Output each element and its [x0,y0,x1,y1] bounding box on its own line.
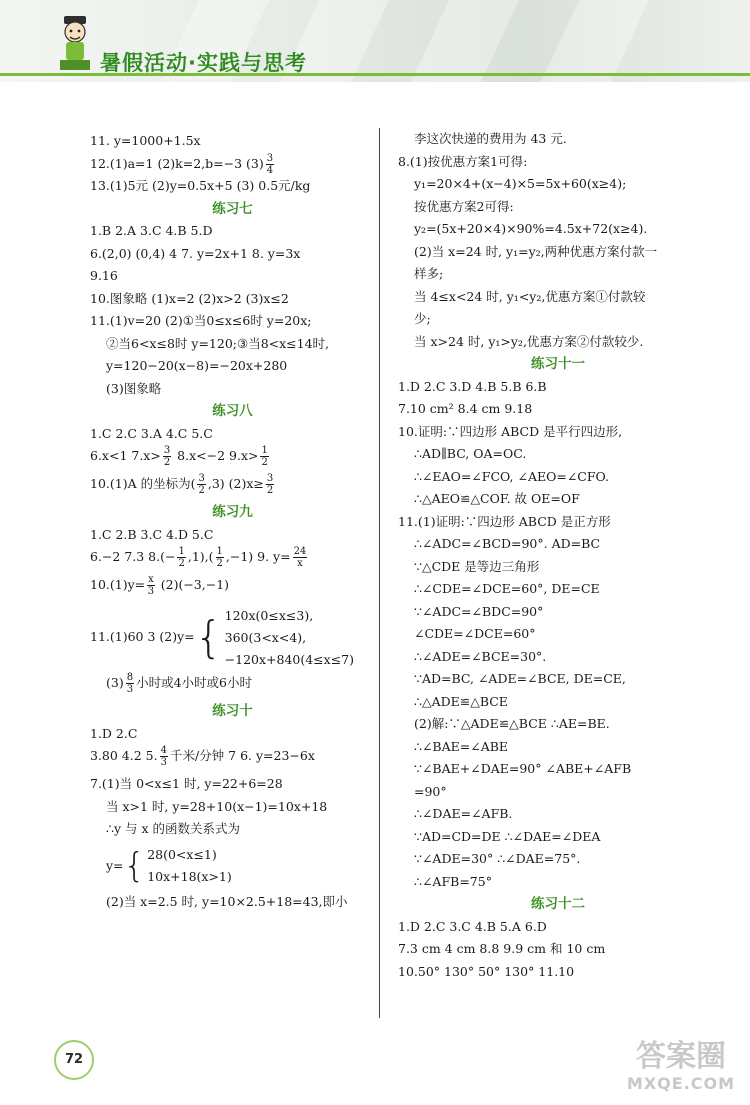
fraction [197,473,205,496]
answer-line [90,546,375,574]
piecewise-cases [225,605,354,671]
fraction [177,546,185,569]
denominator: 4 [266,164,274,176]
fraction [293,546,308,569]
watermark-text: 答案圈 [636,1039,726,1074]
answer-line: 样多; [414,266,444,281]
answer-line: 1.D 2.C 3.D 4.B 5.B 6.B [398,378,547,394]
answer-line: y=120−20(x−8)=−20x+280 [106,358,288,373]
answer-text: 10.(1)y= [90,577,146,592]
case-line: 10x+18(x>1) [147,869,232,884]
numerator: 8 [126,672,134,683]
answer-text: 6.x<1 7.x> [90,448,161,463]
header-decoration [411,0,519,82]
fraction [266,153,274,176]
answer-text: 12.(1)a=1 (2)k=2,b=−3 (3) [90,155,264,171]
answer-line: (2)当 x=2.5 时, y=10×2.5+18=43,即小 [106,893,348,909]
right-column [398,128,718,983]
numerator: 3 [266,473,274,484]
answer-line: =90° [414,783,447,799]
answer-line: 11.(1)v=20 (2)①当0≤x≤6时 y=20x; [90,313,312,328]
answer-line: ∠CDE=∠DCE=60° [414,626,536,641]
answer-line: ∴△AEO≌△COF. 故 OE=OF [414,491,580,506]
answer-line: 7.(1)当 0<x≤1 时, y=22+6=28 [90,776,283,791]
answer-line: ∴AD∥BC, OA=OC. [414,446,527,461]
page-number: 72 [54,1040,94,1080]
section-heading: 练习十 [212,703,253,719]
answer-line: 1.C 2.B 3.C 4.D 5.C [90,526,214,542]
answer-text: (2)(−3,−1) [156,577,230,592]
case-line: −120x+840(4≤x≤7) [224,651,355,667]
page-header-banner [0,0,750,82]
answer-line: 当 x>1 时, y=28+10(x−1)=10x+18 [106,798,328,814]
answer-line [90,445,375,473]
answer-line: 少; [414,311,431,326]
answer-text: 3.80 4.2 5. [90,748,158,763]
answer-line: ②当6<x≤8时 y=120;③当8<x≤14时, [106,335,330,351]
denominator: x [297,558,303,569]
answer-line: 10.证明:∵四边形 ABCD 是平行四边形, [398,423,623,439]
denominator: 3 [126,684,134,695]
numerator: 4 [160,745,167,756]
watermark-url: MXQE.COM [626,1074,736,1093]
answer-line: 1.D 2.C [90,725,138,741]
answer-line [90,153,375,176]
numerator: 3 [198,473,205,484]
brace-symbol: { [194,611,223,663]
answer-line [90,672,375,700]
answer-line: 7.10 cm² 8.4 cm 9.18 [398,401,533,416]
denominator: 2 [261,457,268,468]
answer-text: ,1),( [187,549,214,564]
answer-text: y= [106,857,124,873]
answer-line: ∵AD=CD=DE ∴∠DAE=∠DEA [414,828,601,844]
denominator: 2 [266,485,274,496]
answer-text: (3) [106,675,124,690]
answer-line: 10.图象略 (1)x=2 (2)x>2 (3)x≤2 [90,290,289,306]
answer-line: (2)当 x=24 时, y₁=y₂,两种优惠方案付款一 [414,243,658,259]
answer-line: 10.50° 130° 50° 130° 11.10 [398,963,575,979]
answer-line: 6.(2,0) (0,4) 4 7. y=2x+1 8. y=3x [90,245,301,261]
answer-text: 6.−2 7.3 8.(− [90,549,176,564]
fraction [163,445,171,468]
fraction [126,672,134,695]
denominator: 2 [163,457,171,468]
answer-line: 当 x>24 时, y₁>y₂,优惠方案②付款较少. [414,333,644,349]
answer-line: 1.B 2.A 3.C 4.B 5.D [90,223,213,238]
answer-line: 按优惠方案2可得: [414,198,514,214]
answer-line: ∴△ADE≌△BCE [414,693,508,709]
numerator: x [148,574,154,585]
fraction [216,546,224,569]
answer-line: ∵△CDE 是等边三角形 [414,558,540,574]
answer-line: 11. y=1000+1.5x [90,133,201,148]
answer-line: 11.(1)证明:∵四边形 ABCD 是正方形 [398,513,611,529]
numerator: 3 [266,152,274,164]
answer-text: 8.x<−2 9.x> [173,448,259,463]
answer-text: 千米/分钟 7 6. y=23−6x [169,748,315,763]
answer-line: 8.(1)按优惠方案1可得: [398,153,528,169]
answer-text: 10.(1)A 的坐标为( [90,476,196,491]
watermark-logo [616,1040,746,1100]
answer-line: 9.16 [90,268,118,283]
answer-line: 1.C 2.C 3.A 4.C 5.C [90,425,213,441]
denominator: 2 [178,558,185,569]
column-divider [379,128,380,1018]
answer-line: ∴∠DAE=∠AFB. [414,806,513,821]
answer-line: ∴∠AFB=75° [414,873,492,889]
case-line: 360(3<x<4), [224,629,307,645]
answer-line: 当 4≤x<24 时, y₁<y₂,优惠方案①付款较 [414,288,646,304]
answer-line: ∵AD=BC, ∠ADE=∠BCE, DE=CE, [414,671,626,686]
section-heading: 练习七 [212,200,253,217]
section-heading: 练习八 [212,403,253,419]
answer-line: y₁=20×4+(x−4)×5=5x+60(x≥4); [414,176,627,191]
answer-line: ∴∠CDE=∠DCE=60°, DE=CE [414,581,600,596]
answer-text: ,−1) 9. y= [225,549,291,564]
brace-symbol: { [123,846,146,886]
case-line: 28(0<x≤1) [147,847,217,862]
answer-line: ∵∠ADC=∠BDC=90° [414,603,544,619]
fraction [260,445,268,468]
answer-line: y₂=(5x+20×4)×90%=4.5x+72(x≥4). [414,221,648,236]
answer-line [90,602,375,672]
denominator: 2 [198,485,205,496]
answer-text: 小时或4小时或6小时 [136,675,252,690]
answer-line: ∵∠ADE=30° ∴∠DAE=75°. [414,851,581,866]
section-heading: 练习十一 [531,356,585,372]
answer-line [90,841,375,891]
numerator: 1 [178,546,185,557]
answer-line: ∵∠BAE+∠DAE=90° ∠ABE+∠AFB [414,761,632,776]
fraction [147,574,155,597]
answer-line: 1.D 2.C 3.C 4.B 5.A 6.D [398,918,547,934]
piecewise-cases [147,844,232,888]
answer-line: ∴y 与 x 的函数关系式为 [106,821,240,836]
answer-line: ∴∠ADE=∠BCE=30°. [414,648,547,664]
numerator: 1 [216,546,223,557]
header-title: 暑假活动·实践与思考 [100,51,307,75]
answer-line: (3)图象略 [106,380,162,396]
section-heading: 练习九 [212,504,253,520]
denominator: 3 [147,586,155,597]
answer-line: 7.3 cm 4 cm 8.8 9.9 cm 和 10 cm [398,941,606,956]
answer-text: 11.(1)60 3 (2)y= [90,629,195,644]
answer-line: ∴∠ADC=∠BCD=90°. AD=BC [414,536,601,551]
answer-line [90,574,375,602]
answer-line [90,745,375,773]
denominator: 2 [216,558,223,569]
fraction [160,745,168,768]
answer-line: 13.(1)5元 (2)y=0.5x+5 (3) 0.5元/kg [90,178,311,193]
answer-text: ,3) (2)x≥ [207,476,264,491]
header-decoration [541,0,649,82]
numerator: 1 [261,445,268,456]
numerator: 3 [163,445,171,456]
numerator: 24 [293,546,307,557]
answer-line: 李这次快递的费用为 43 元. [414,131,567,146]
left-column [90,130,375,913]
answer-line: ∴∠EAO=∠FCO, ∠AEO=∠CFO. [414,468,610,484]
mascot-icon [58,14,92,72]
fraction [266,473,274,496]
section-heading: 练习十二 [531,896,585,912]
answer-line: ∴∠BAE=∠ABE [414,738,509,754]
denominator: 3 [160,757,167,768]
answer-line [90,473,375,501]
case-line: 120x(0≤x≤3), [224,607,314,623]
answer-line: (2)解:∵△ADE≌△BCE ∴AE=BE. [414,716,610,731]
